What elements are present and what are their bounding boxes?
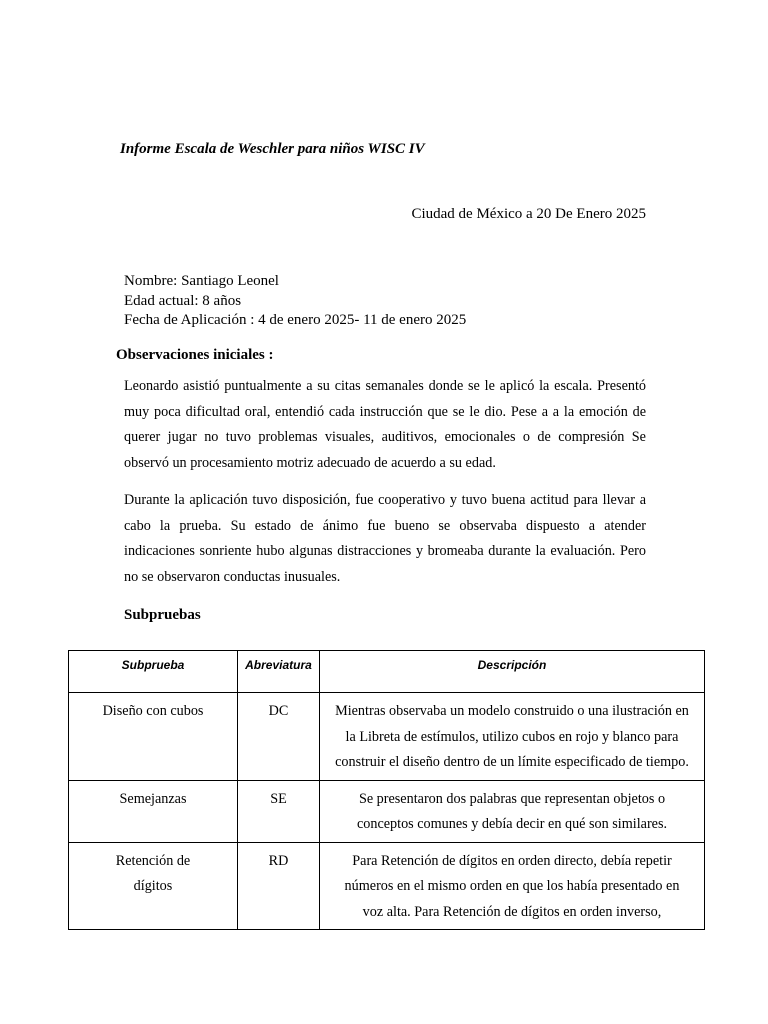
subtest-name: Semejanzas xyxy=(69,780,238,842)
observations-heading: Observaciones iniciales : xyxy=(116,347,274,363)
column-header-description: Descripción xyxy=(320,651,705,693)
subtest-abbreviation: RD xyxy=(238,842,320,930)
table-row xyxy=(69,780,705,842)
document-title: Informe Escala de Weschler para niños WISC IV xyxy=(120,141,425,157)
subtests-table xyxy=(68,650,705,930)
observations-paragraph-2: Durante la aplicación tuvo disposición, fue cooperativo y tuvo buena actitud para llevar a cabo la prueba. Su estado de ánimo fue bueno se observaba dispuesto a atender indicaciones sonriente hubo algunas distracciones y bromeaba durante la evaluación. Pero no se observaron conductas inusuales. xyxy=(124,492,646,585)
table-row xyxy=(69,842,705,930)
subtest-abbreviation: SE xyxy=(238,780,320,842)
subtest-description: Se presentaron dos palabras que representan objetos o conceptos comunes y debía decir en qué son similares. xyxy=(320,780,705,842)
subtest-abbreviation: DC xyxy=(238,693,320,781)
column-header-abbreviation: Abreviatura xyxy=(238,651,320,693)
column-header-subtest: Subprueba xyxy=(69,651,238,693)
table-header-row xyxy=(69,651,705,693)
place-date: Ciudad de México a 20 De Enero 2025 xyxy=(411,206,646,222)
table-row xyxy=(69,693,705,781)
subtest-name: Diseño con cubos xyxy=(69,693,238,781)
patient-name: Nombre: Santiago Leonel xyxy=(124,273,279,289)
subtest-description: Para Retención de dígitos en orden directo, debía repetir números en el mismo orden en que los había presentado en voz alta. Para Retención de dígitos en orden inverso, xyxy=(320,842,705,930)
subtests-heading: Subpruebas xyxy=(124,607,201,623)
application-date: Fecha de Aplicación : 4 de enero 2025- 11 de enero 2025 xyxy=(124,312,467,328)
subtest-name: Retención de dígitos xyxy=(69,842,238,930)
patient-age: Edad actual: 8 años xyxy=(124,293,242,309)
observations-paragraph-1: Leonardo asistió puntualmente a su citas semanales donde se le aplicó la escala. Presentó muy poca dificultad oral, entendió cada instrucción que se le dio. Pese a a la emoción de querer jugar no tuvo problemas visuales, auditivos, emocionales o de compresión Se observó un procesamiento motriz adecuado de acuerdo a su edad. xyxy=(124,378,646,471)
subtest-description: Mientras observaba un modelo construido o una ilustración en la Libreta de estímulos, utilizo cubos en rojo y blanco para construir el diseño dentro de un límite especificado de tiempo. xyxy=(320,693,705,781)
